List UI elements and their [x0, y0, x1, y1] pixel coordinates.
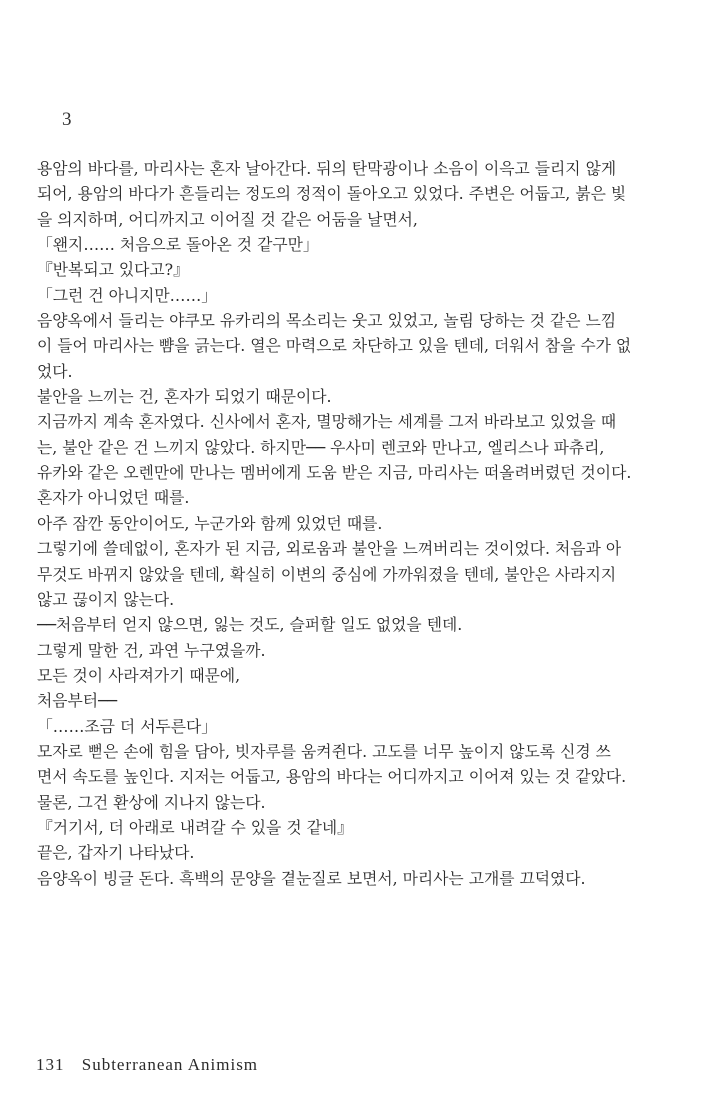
text-line: ──처음부터 얻지 않으면, 잃는 것도, 슬퍼할 일도 없었을 텐데.	[37, 615, 463, 635]
text-line: 『거기서, 더 아래로 내려갈 수 있을 것 같네』	[37, 817, 353, 837]
text-line: 「왠지…… 처음으로 돌아온 것 같구만」	[37, 235, 319, 255]
text-line: 「……조금 더 서두른다」	[37, 716, 218, 736]
text-line: 었다.	[37, 361, 73, 381]
page-footer	[36, 1055, 258, 1075]
text-line: 무것도 바뀌지 않았을 텐데, 확실히 이변의 중심에 가까워졌을 텐데, 불안은 사라지지	[37, 564, 617, 584]
text-line: 이 들어 마리사는 뺨을 긁는다. 열은 마력으로 차단하고 있을 텐데, 더워서 참을 수가 없	[37, 336, 632, 356]
section-number: 3	[62, 109, 72, 130]
text-line: 물론, 그건 환상에 지나지 않는다.	[37, 792, 266, 812]
page-number: 131	[36, 1055, 65, 1074]
body-text	[37, 156, 699, 891]
text-line: 음양옥에서 들리는 야쿠모 유카리의 목소리는 웃고 있었고, 놀림 당하는 것 같은 느낌	[37, 311, 617, 331]
book-title: Subterranean Animism	[81, 1055, 259, 1074]
text-line: 혼자가 아니었던 때를.	[37, 488, 190, 508]
text-line: 그렇게 말한 건, 과연 누구였을까.	[37, 640, 266, 660]
text-line: 음양옥이 빙글 돈다. 흑백의 문양을 곁눈질로 보면서, 마리사는 고개를 끄덕였다.	[37, 868, 586, 888]
text-line: 면서 속도를 높인다. 지저는 어둡고, 용암의 바다는 어디까지고 이어져 있는 것 같았다.	[37, 767, 627, 787]
text-line: 용암의 바다를, 마리사는 혼자 날아간다. 뒤의 탄막광이나 소음이 이윽고 들리지 않게	[37, 159, 617, 178]
text-line: 모든 것이 사라져가기 때문에,	[37, 665, 241, 685]
text-line: 불안을 느끼는 건, 혼자가 되었기 때문이다.	[37, 387, 332, 407]
text-line: 되어, 용암의 바다가 흔들리는 정도의 정적이 돌아오고 있었다. 주변은 어둡고, 붉은 빛	[37, 184, 627, 204]
text-line: 「그런 건 아니지만……」	[37, 285, 218, 305]
text-line: 유카와 같은 오렌만에 만나는 멤버에게 도움 받은 지금, 마리사는 떠올려버렸던 것이다.	[37, 463, 632, 483]
text-line: 『반복되고 있다고?』	[37, 260, 189, 280]
text-line: 않고 끊이지 않는다.	[37, 589, 175, 609]
text-line: 아주 잠깐 동안이어도, 누군가와 함께 있었던 때를.	[37, 513, 383, 533]
text-line: 모자로 뻗은 손에 힘을 담아, 빗자루를 움켜쥔다. 고도를 너무 높이지 않도록 신경 쓰	[37, 741, 611, 761]
text-line: 처음부터──	[37, 691, 118, 711]
text-line: 지금까지 계속 혼자였다. 신사에서 혼자, 멸망해가는 세계를 그저 바라보고 있었을 때	[37, 412, 617, 432]
text-line: 는, 불안 같은 건 느끼지 않았다. 하지만── 우사미 렌코와 만나고, 엘리스나 파츄리,	[37, 437, 605, 457]
text-line: 그렇기에 쓸데없이, 혼자가 된 지금, 외로움과 불안을 느껴버리는 것이었다. 처음과 아	[37, 539, 622, 559]
text-line: 끝은, 갑자기 나타났다.	[37, 843, 195, 863]
text-line: 을 의지하며, 어디까지고 이어질 것 같은 어둠을 날면서,	[37, 209, 418, 229]
